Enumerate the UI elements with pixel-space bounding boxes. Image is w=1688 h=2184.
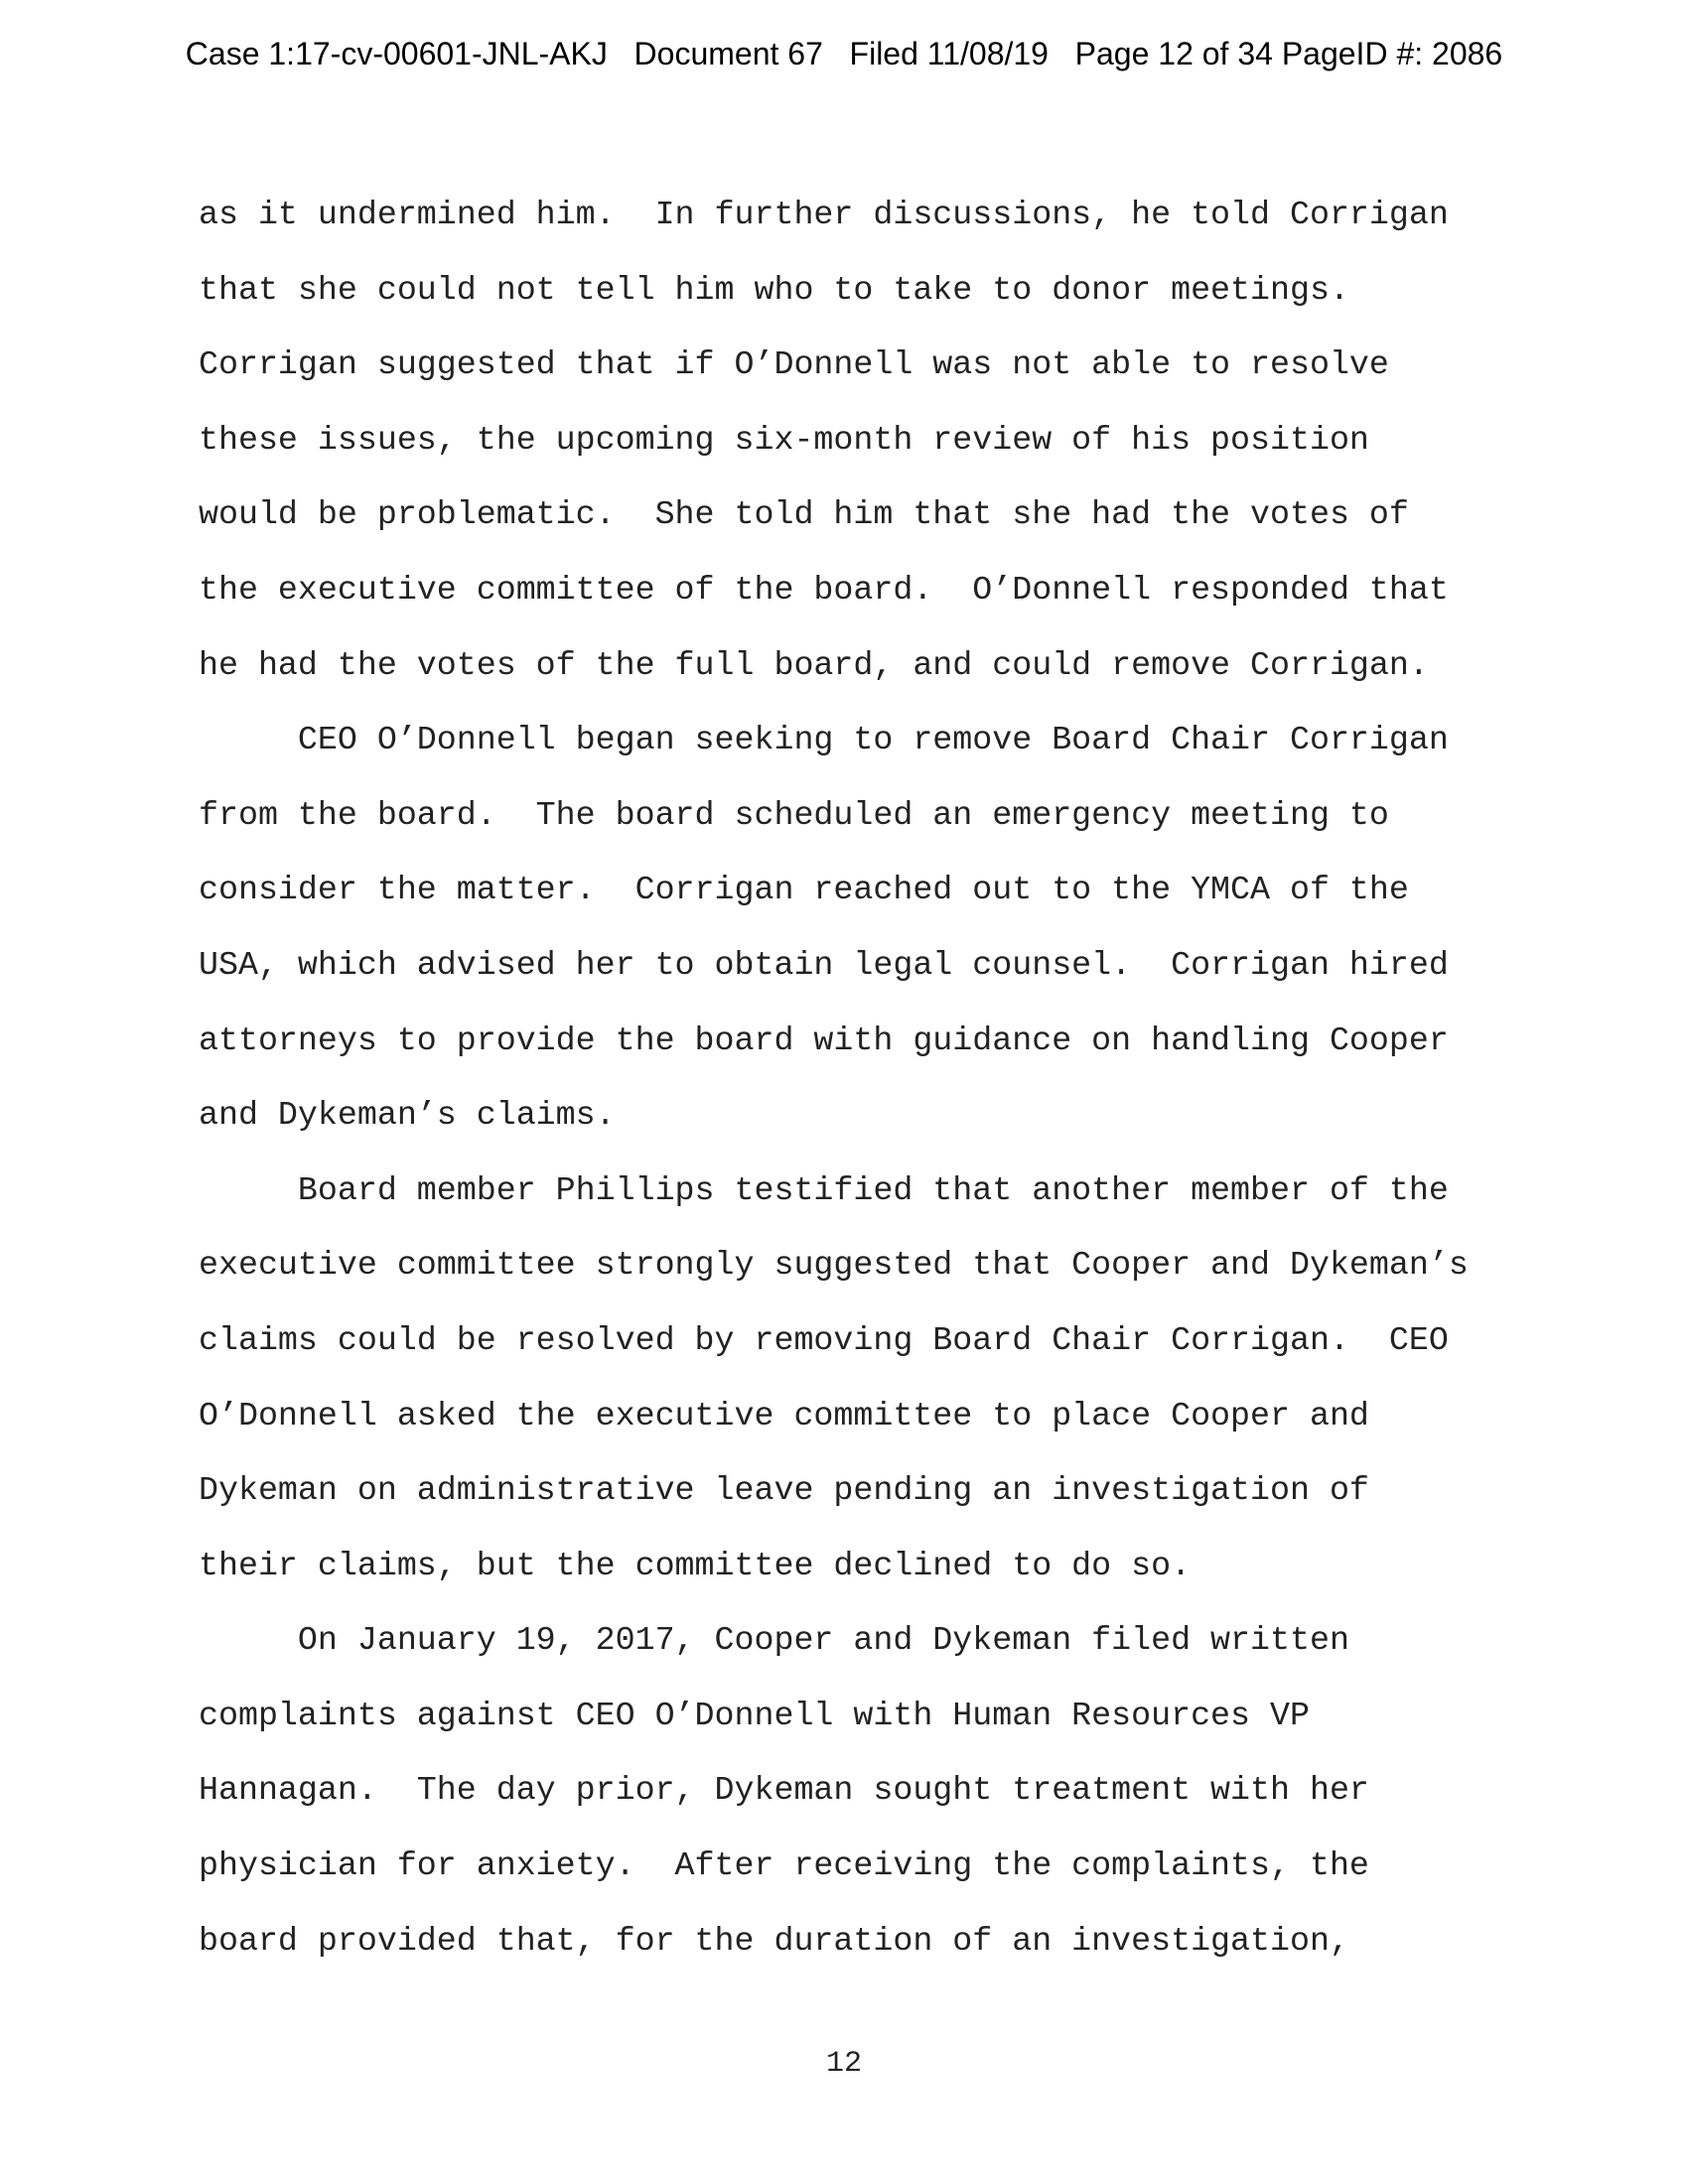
body-line: as it undermined him. In further discussions, he told Corrigan: [199, 196, 1449, 233]
body-line: claims could be resolved by removing Board Chair Corrigan. CEO: [199, 1320, 1449, 1359]
body-line: CEO O’Donnell began seeking to remove Board Chair Corrigan: [199, 721, 1449, 759]
case-header: Case 1:17-cv-00601-JNL-AKJ Document 67 Filed 11/08/19 Page 12 of 34 PageID #: 2086: [185, 36, 1503, 71]
body-line: he had the votes of the full board, and could remove Corrigan.: [199, 645, 1429, 684]
body-line: USA, which advised her to obtain legal counsel. Corrigan hired: [199, 945, 1449, 984]
page-number: 12: [825, 2047, 862, 2081]
body-line: Board member Phillips testified that another member of the: [199, 1170, 1449, 1209]
body-line: that she could not tell him who to take to donor meetings.: [199, 270, 1349, 309]
document-body: [199, 197, 1489, 1997]
body-line: Hannagan. The day prior, Dykeman sought treatment with her: [199, 1771, 1369, 1810]
body-line: O’Donnell asked the executive committee to place Cooper and: [199, 1396, 1369, 1434]
body-line: physician for anxiety. After receiving the complaints, the: [199, 1846, 1369, 1885]
body-line: would be problematic. She told him that she had the votes of: [199, 495, 1409, 534]
body-line: On January 19, 2017, Cooper and Dykeman filed written: [199, 1621, 1349, 1660]
body-line: the executive committee of the board. O’Donnell responded that: [199, 570, 1449, 609]
body-line: Dykeman on administrative leave pending an investigation of: [199, 1471, 1369, 1510]
body-line: complaints against CEO O’Donnell with Human Resources VP: [199, 1696, 1310, 1734]
body-line: their claims, but the committee declined to do so.: [199, 1546, 1192, 1584]
body-line: and Dykeman’s claims.: [199, 1096, 616, 1135]
body-line: attorneys to provide the board with guidance on handling Cooper: [199, 1021, 1449, 1059]
body-line: these issues, the upcoming six-month review of his position: [199, 420, 1369, 459]
body-line: Corrigan suggested that if O’Donnell was not able to resolve: [199, 345, 1389, 384]
body-line: board provided that, for the duration of an investigation,: [199, 1921, 1349, 1960]
body-line: from the board. The board scheduled an emergency meeting to: [199, 795, 1389, 834]
body-line: consider the matter. Corrigan reached out to the YMCA of the: [199, 871, 1409, 909]
body-line: executive committee strongly suggested that Cooper and Dykeman’s: [199, 1246, 1469, 1285]
